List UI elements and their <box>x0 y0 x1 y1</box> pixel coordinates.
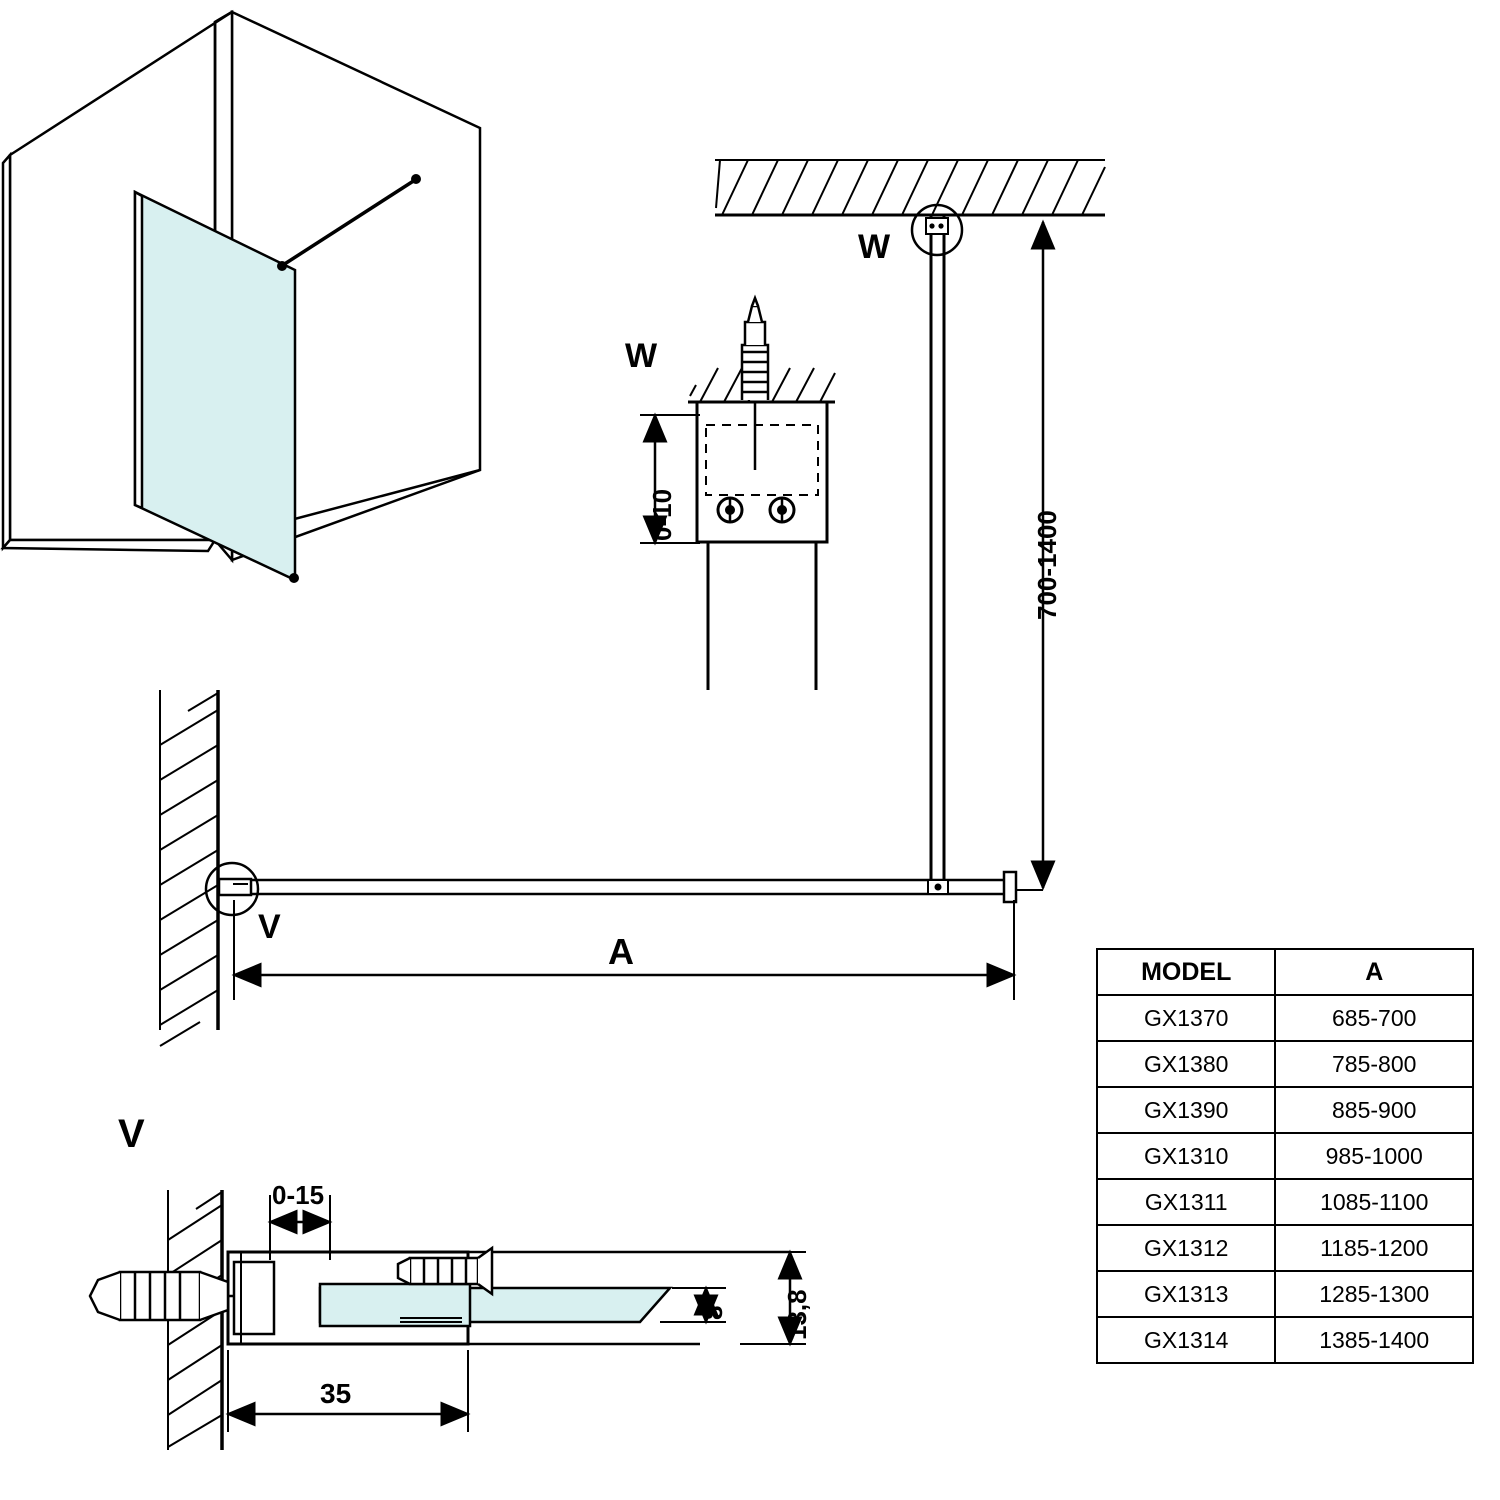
table-row <box>1097 1225 1473 1271</box>
table-row <box>1097 1317 1473 1363</box>
table-cell-model: GX1314 <box>1097 1317 1275 1363</box>
dim-profile-depth: 35 <box>320 1378 352 1409</box>
table-row <box>1097 1087 1473 1133</box>
callout-label-v-detail: V <box>118 1112 145 1156</box>
dim-width-a: A <box>608 931 634 972</box>
table-cell-a: 1285-1300 <box>1275 1271 1473 1317</box>
isometric-view <box>3 12 480 583</box>
table-header-a: A <box>1275 949 1473 995</box>
table-cell-a: 785-800 <box>1275 1041 1473 1087</box>
dim-wall-profile-adjust: 0-15 <box>272 1180 325 1210</box>
callout-label-w-top: W <box>858 228 891 266</box>
table-cell-a: 1085-1100 <box>1275 1179 1473 1225</box>
table-cell-a: 985-1000 <box>1275 1133 1473 1179</box>
callout-label-v-plan: V <box>258 908 281 946</box>
table-cell-model: GX1313 <box>1097 1271 1275 1317</box>
table-cell-a: 1185-1200 <box>1275 1225 1473 1271</box>
detail-v-profile <box>90 1190 806 1450</box>
table-cell-a: 685-700 <box>1275 995 1473 1041</box>
table-cell-model: GX1311 <box>1097 1179 1275 1225</box>
dim-bracket-adjust: 0-10 <box>647 488 677 541</box>
table-cell-model: GX1310 <box>1097 1133 1275 1179</box>
table-row <box>1097 1271 1473 1317</box>
dim-glass-thickness: 8 <box>698 1305 728 1320</box>
table-row <box>1097 1041 1473 1087</box>
table-row <box>1097 995 1473 1041</box>
model-dimension-table <box>1096 948 1474 1364</box>
table-row <box>1097 1179 1473 1225</box>
table-row <box>1097 1133 1473 1179</box>
table-cell-a: 885-900 <box>1275 1087 1473 1133</box>
table-cell-model: GX1370 <box>1097 995 1275 1041</box>
plan-view <box>160 690 1016 1046</box>
table-header-row <box>1097 949 1473 995</box>
callout-label-w-detail: W <box>625 337 658 375</box>
dim-profile-thickness: 13,8 <box>782 1289 812 1340</box>
dim-height-range: 700-1400 <box>1032 510 1062 620</box>
table-cell-model: GX1380 <box>1097 1041 1275 1087</box>
table-header-model: MODEL <box>1097 949 1275 995</box>
table-cell-model: GX1312 <box>1097 1225 1275 1271</box>
table-cell-a: 1385-1400 <box>1275 1317 1473 1363</box>
table-cell-model: GX1390 <box>1097 1087 1275 1133</box>
